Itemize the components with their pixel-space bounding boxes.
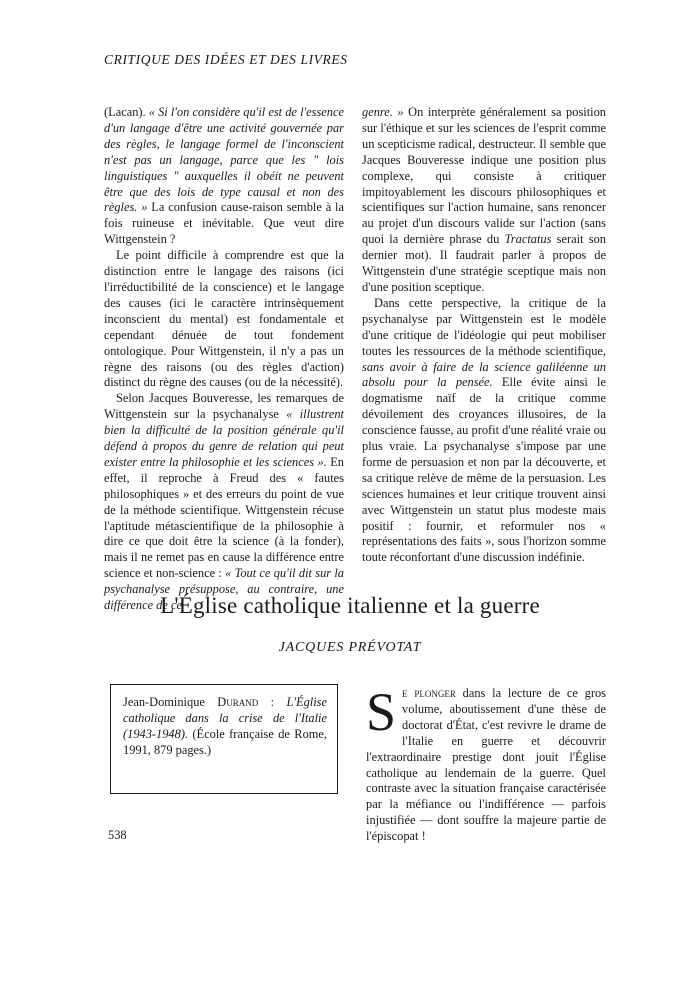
quote-run: « Tout ce qu'il dit sur la psychanalyse présuppose, au contraire, une différence de ce — [104, 566, 344, 613]
left-paragraph-1 — [104, 105, 344, 248]
article-intro — [366, 682, 606, 845]
article-title: L'Église catholique italienne et la guerre — [160, 593, 540, 618]
left-paragraph-2: Le point difficile à comprendre est que la distinction entre le langage des raisons (ici l'irréductibilité de la conscience) et le langage des causes (ici le caractère intrinsèquement inconscient du mental) est fondamentale et cependant dénuée de tout fondement ontologique. Pour Wittgenstein, il n'y a pas un règne des raisons (ou des règles d'action) distinct du règne des causes (ou de la nécessité). — [104, 248, 344, 390]
book-reference-box — [110, 684, 338, 794]
text-run: On interprète généralement sa position sur l'éthique et sur les sciences de l'esprit comme un scepticisme radical, destructeur. Il semble que Jacques Bouveresse indique une position plus complexe, qui consiste à critiquer impitoyablement les discours philosophiques et scientifiques sur l'action humaine, sans renoncer au projet d'un discours valide sur l'action (sans quoi la dernière phrase du — [362, 105, 606, 247]
book-author-first: Jean-Dominique — [123, 695, 218, 709]
article-author: JACQUES PRÉVOTAT — [278, 640, 422, 655]
book-separator: : — [258, 695, 287, 709]
title-run: Tractatus — [504, 232, 552, 247]
quote-run: « illustrent bien la difficulté de la position générale qu'il défend à propos du genre de relation qui peut exister entre la philosophie et les sciences ». — [104, 407, 344, 469]
right-column — [362, 105, 606, 566]
text-run: (Lacan). — [104, 105, 149, 119]
right-paragraph-1 — [362, 105, 606, 296]
quote-run: sans avoir à faire de la science galiléenne un absolu pour la pensée. — [362, 359, 606, 390]
text-run: La confusion cause-raison semble à la fois ruineuse et inévitable. Que veut dire Wittgenstein ? — [104, 200, 345, 247]
drop-cap: S — [366, 682, 397, 742]
text-run: En effet, il reproche à Freud des « fautes philosophiques » et des erreurs du point de vue de la méthode scientifique. Wittgenstein récuse l'aptitude métascientifique de la philosophie à dire ce que doit être la science (à la fonder), mais il ne remet pas en cause la différence entre science et non-science : — [104, 454, 344, 581]
quote-run: « Si l'on considère qu'il est de l'essence d'un langage d'être une activité gouvernée par des règles, le langage formel de l'inconscient n'est pas un langage, parce que les " lois linguistiques " auxquelles il obéit ne peuvent être que des lois de type causal et non des règles. » — [104, 105, 344, 215]
text-run: Dans cette perspective, la critique de la psychanalyse par Wittgenstein est le modèle d'une critique de l'idéologie qui peut mobiliser toutes les ressources de la méthode scientifique, — [362, 295, 606, 358]
left-paragraph-3 — [104, 391, 344, 614]
intro-text: dans la lecture de ce gros volume, aboutissement d'une thèse de doctorat d'État, c'est revivre le drame de l'Italie en guerre et découvrir l'extraordinaire prestige dont jouit l'Église catholique au lendemain de la guerre. Quel contraste avec la situation française caractérisée par la méfiance ou l'indifférence — parfois injustifiée — dont souffre la majeure partie de l'épiscopat ! — [366, 686, 606, 844]
quote-run: genre. » — [362, 105, 404, 119]
text-run: serait son dernier mot). Il faudrait parler à propos de Wittgenstein d'une stratégie sceptique mais non d'une position sceptique. — [362, 232, 606, 294]
text-run: Selon Jacques Bouveresse, les remarques de Wittgenstein sur la psychanalyse — [104, 391, 344, 422]
intro-first-words: e plonger — [402, 686, 456, 700]
left-column — [104, 105, 344, 614]
book-title: L'Église catholique dans la crise de l'Italie (1943-1948). — [123, 695, 327, 741]
right-paragraph-2 — [362, 296, 606, 566]
page-number: 538 — [108, 828, 127, 842]
running-head: CRITIQUE DES IDÉES ET DES LIVRES — [104, 52, 348, 67]
book-author-last: Durand — [217, 695, 259, 709]
text-run: Elle évite ainsi le dogmatisme naïf de la critique comme dévoilement des croyances illusoires, de la conscience fausse, au profit d'une réalité vraie ou plus vraie. La psychanalyse s'impose par une forme de persuasion et non par la découverte, et sa critique relève de même de la persuasion. Les sciences humaines et leur critique trouvent ainsi avec Wittgenstein un statut plus modeste mais positif : fournir, et reformuler nos « représentations des faits », sous l'horizon somme toute réconfortant d'une discussion indéfinie. — [362, 375, 606, 565]
book-details: (École française de Rome, 1991, 879 pages.) — [123, 726, 327, 757]
